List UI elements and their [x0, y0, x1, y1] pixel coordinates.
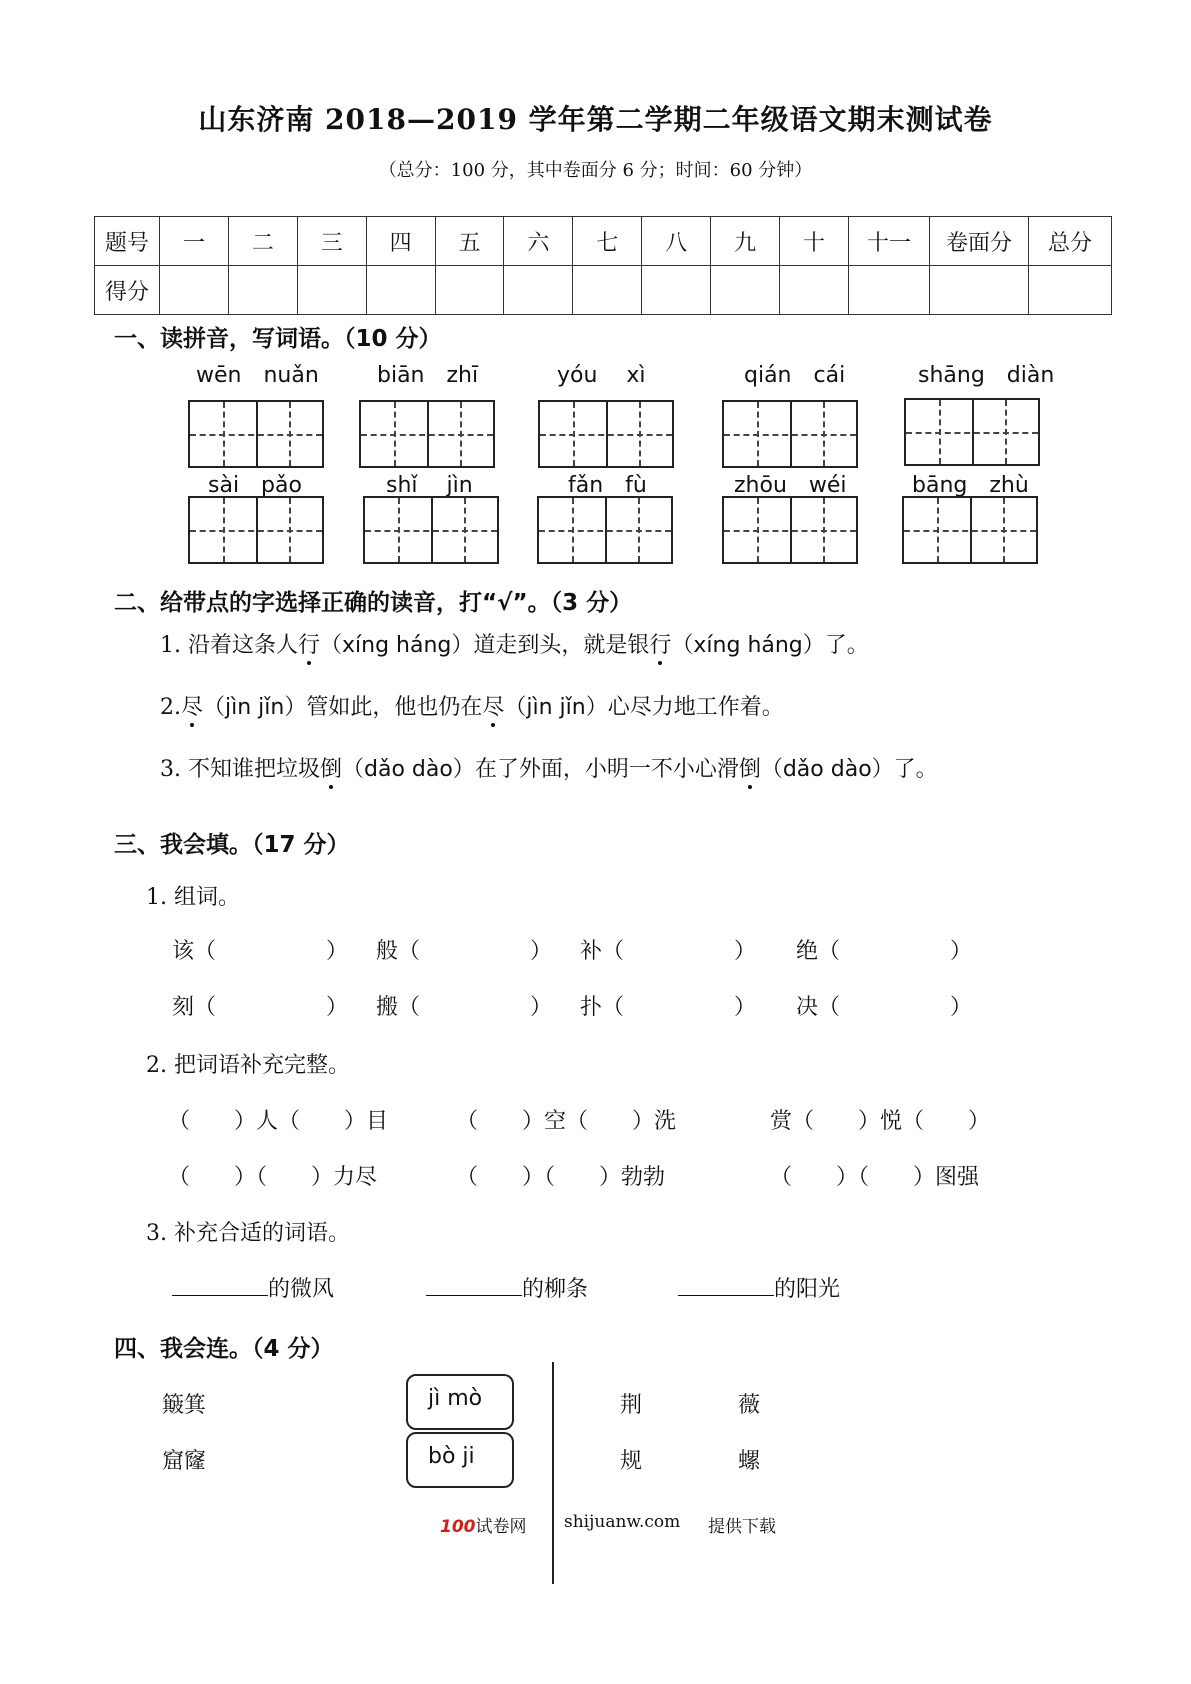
question-text: 在了外面，小明一不小心滑 [474, 757, 739, 782]
fill-blank-line[interactable] [172, 1273, 268, 1296]
match-char[interactable]: 荆 [620, 1393, 643, 1418]
score-input-cell[interactable] [435, 266, 504, 315]
sub-question: 2. 把词语补充完整。 [146, 1053, 350, 1078]
question-line [160, 628, 869, 659]
word-blank[interactable]: 补（ ） [580, 939, 757, 964]
question-line [160, 690, 784, 721]
page-title: 山东济南 2018—2019 学年第二学期二年级语文期末测试卷 [198, 103, 993, 136]
writing-grid[interactable] [359, 400, 495, 468]
writing-grid[interactable] [537, 496, 673, 564]
word-blank[interactable]: 刻（ ） [172, 995, 349, 1020]
question-text: 1. 沿着这条人 [160, 633, 298, 658]
match-word[interactable]: 窟窿 [162, 1449, 207, 1474]
question-text: 管如此，他也仍在 [306, 695, 483, 720]
score-cell: 十 [780, 217, 849, 266]
pinyin-options[interactable]: （xíng háng） [671, 633, 825, 658]
word-blank[interactable]: 决（ ） [796, 995, 973, 1020]
writing-grid[interactable] [363, 496, 499, 564]
score-input-cell[interactable] [711, 266, 780, 315]
section4-heading: 四、我会连。（4 分） [114, 1336, 334, 1362]
idiom-blank[interactable]: （ ）空（ ）洗 [456, 1109, 677, 1134]
score-table [94, 216, 1112, 315]
pinyin-label: bāng zhù [912, 473, 1029, 498]
idiom-blank[interactable]: （ ）人（ ）目 [168, 1109, 389, 1134]
word-blank[interactable]: 般（ ） [376, 939, 553, 964]
pinyin-options[interactable]: （jìn jǐn） [504, 695, 608, 720]
pinyin-label: qián cái [744, 363, 846, 388]
score-input-cell[interactable] [160, 266, 229, 315]
score-input-cell[interactable] [573, 266, 642, 315]
score-input-cell[interactable] [504, 266, 573, 315]
dotted-char: 倒 [320, 752, 342, 783]
section1-heading: 一、读拼音，写词语。（10 分） [114, 326, 442, 352]
score-input-cell[interactable] [930, 266, 1029, 315]
writing-grid[interactable] [904, 398, 1040, 466]
idiom-blank[interactable]: （ ）（ ）力尽 [168, 1165, 378, 1190]
score-cell: 一 [160, 217, 229, 266]
pinyin-label: biān zhī [377, 363, 479, 388]
score-input-cell[interactable] [780, 266, 849, 315]
fill-item [678, 1272, 840, 1303]
score-cell: 题号 [95, 217, 160, 266]
page-subtitle: （总分：100 分，其中卷面分 6 分；时间：60 分钟） [378, 160, 813, 181]
pinyin-label: zhōu wéi [734, 473, 847, 498]
sub-question: 1. 组词。 [146, 885, 240, 910]
question-text: 心尽力地工作着。 [607, 695, 784, 720]
question-text: 了。 [893, 757, 938, 782]
divider-line [552, 1362, 554, 1584]
question-line [160, 752, 938, 783]
dotted-char: 倒 [739, 752, 761, 783]
match-word[interactable]: 簸箕 [162, 1393, 207, 1418]
score-cell: 八 [642, 217, 711, 266]
question-text: 3. 不知谁把垃圾 [160, 757, 320, 782]
sub-question: 3. 补充合适的词语。 [146, 1221, 350, 1246]
idiom-blank[interactable]: （ ）（ ）图强 [770, 1165, 980, 1190]
writing-grid[interactable] [188, 400, 324, 468]
writing-grid[interactable] [188, 496, 324, 564]
idiom-blank[interactable]: （ ）（ ）勃勃 [456, 1165, 666, 1190]
score-input-cell[interactable] [849, 266, 930, 315]
pinyin-label: shǐ jìn [386, 473, 473, 498]
dotted-char: 尽 [181, 690, 203, 721]
match-char[interactable]: 螺 [738, 1449, 761, 1474]
score-cell: 三 [297, 217, 366, 266]
fill-suffix: 的微风 [268, 1277, 335, 1302]
word-blank[interactable]: 绝（ ） [796, 939, 973, 964]
pinyin-label: fǎn fù [568, 473, 647, 498]
section3-heading: 三、我会填。（17 分） [114, 832, 350, 858]
pinyin-match-box[interactable]: bò ji [406, 1432, 514, 1488]
fill-blank-line[interactable] [426, 1273, 522, 1296]
pinyin-label: yóu xì [557, 363, 646, 388]
score-cell: 五 [435, 217, 504, 266]
pinyin-options[interactable]: （dǎo dào） [342, 757, 475, 782]
fill-item [172, 1272, 334, 1303]
question-text: 道走到头，就是银 [473, 633, 650, 658]
score-cell: 六 [504, 217, 573, 266]
fill-item [426, 1272, 588, 1303]
pinyin-options[interactable]: （jìn jǐn） [203, 695, 307, 720]
idiom-blank[interactable]: 赏（ ）悦（ ） [770, 1109, 991, 1134]
dotted-char: 行 [649, 628, 671, 659]
question-text: 了。 [824, 633, 869, 658]
fill-blank-line[interactable] [678, 1273, 774, 1296]
pinyin-options[interactable]: （dǎo dào） [760, 757, 894, 782]
score-table-header-row [95, 217, 1112, 266]
score-cell: 总分 [1029, 217, 1112, 266]
dotted-char: 行 [298, 628, 320, 659]
score-cell: 二 [228, 217, 297, 266]
fill-suffix: 的阳光 [774, 1277, 841, 1302]
footer-url[interactable]: shijuanw.com [564, 1512, 681, 1532]
score-input-cell[interactable] [366, 266, 435, 315]
word-blank[interactable]: 搬（ ） [376, 995, 553, 1020]
score-cell: 九 [711, 217, 780, 266]
score-input-cell[interactable] [642, 266, 711, 315]
score-row-label: 得分 [95, 266, 160, 315]
score-cell: 卷面分 [930, 217, 1029, 266]
score-cell: 四 [366, 217, 435, 266]
score-table-score-row [95, 266, 1112, 315]
word-blank[interactable]: 该（ ） [172, 939, 349, 964]
match-char[interactable]: 薇 [738, 1393, 761, 1418]
question-text: 2. [160, 695, 181, 720]
score-cell: 十一 [849, 217, 930, 266]
match-char[interactable]: 规 [620, 1449, 643, 1474]
footer-brand [440, 1512, 527, 1537]
brand-name: 试卷网 [475, 1517, 527, 1537]
brand-logo: 100 [440, 1517, 476, 1537]
pinyin-label: sài pǎo [208, 473, 302, 498]
word-blank[interactable]: 扑（ ） [580, 995, 757, 1020]
section2-heading: 二、给带点的字选择正确的读音，打“√”。（3 分） [114, 590, 633, 616]
pinyin-label: wēn nuǎn [196, 363, 319, 388]
pinyin-options[interactable]: （xíng háng） [320, 633, 474, 658]
dotted-char: 尽 [482, 690, 504, 721]
pinyin-label: shāng diàn [918, 363, 1055, 388]
score-input-cell[interactable] [228, 266, 297, 315]
pinyin-match-box[interactable]: jì mò [406, 1374, 514, 1430]
score-cell: 七 [573, 217, 642, 266]
fill-suffix: 的柳条 [522, 1277, 589, 1302]
writing-grid[interactable] [538, 400, 674, 468]
writing-grid[interactable] [722, 496, 858, 564]
score-input-cell[interactable] [1029, 266, 1112, 315]
writing-grid[interactable] [902, 496, 1038, 564]
score-input-cell[interactable] [297, 266, 366, 315]
writing-grid[interactable] [722, 400, 858, 468]
footer-note: 提供下载 [708, 1517, 776, 1537]
